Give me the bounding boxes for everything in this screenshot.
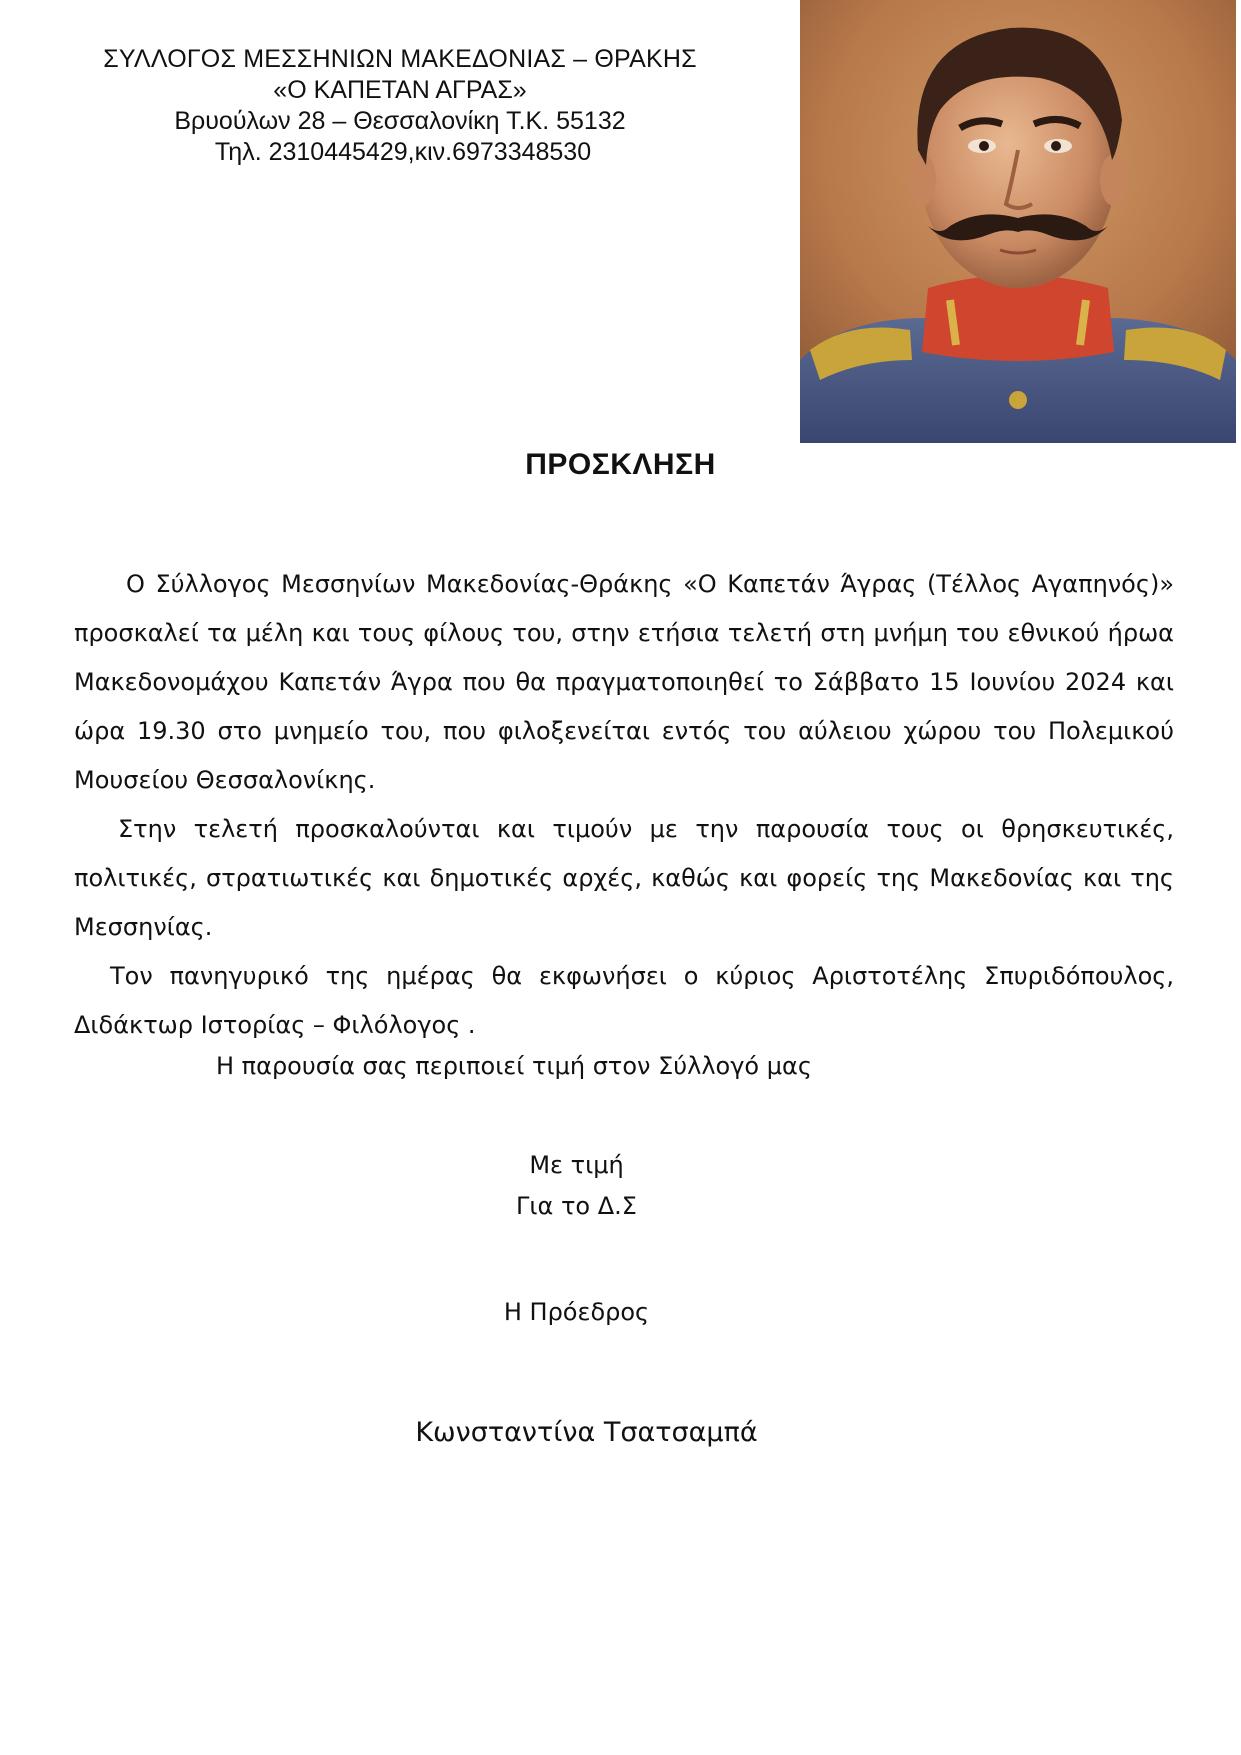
paragraph-invitation: Ο Σύλλογος Μεσσηνίων Μακεδονίας-Θράκης «Ο Καπετάν Άγρας (Τέλλος Αγαπηνός)» προσκαλεί τα μέλη και τους φίλους του, στην ετήσια τελετή στη μνήμη του εθνικού ήρωα Μακεδονομάχου Καπετάν Άγρα που θα πραγματοποιηθεί το Σάββατο 15 Ιουνίου 2024 και ώρα 19.30 στο μνημείο του, που φιλοξενείται εντός του αύλειου χώρου του Πολεμικού Μουσείου Θεσσαλονίκης.: [74, 570, 1174, 794]
signature-regards: Με τιμή: [529, 1151, 624, 1179]
letterhead-phone: Τηλ. 2310445429,κιν.6973348530: [214, 138, 592, 166]
signature-for-board: Για το Δ.Σ: [516, 1192, 637, 1220]
document-title: ΠΡΟΣΚΛΗΣΗ: [525, 448, 716, 481]
portrait-painting-icon: [800, 0, 1236, 443]
signature-name: Κωνσταντίνα Τσατσαμπά: [415, 1417, 758, 1448]
paragraph-attendees: Στην τελετή προσκαλούνται και τιμούν με την παρουσία τους οι θρησκευτικές, πολιτικές, στρατιωτικές και δημοτικές αρχές, καθώς και φορείς της Μακεδονίας και της Μεσσηνίας.: [74, 815, 1174, 941]
letterhead: [60, 44, 740, 168]
signature-role: Η Πρόεδρος: [503, 1298, 650, 1326]
letterhead-address: Βρυούλων 28 – Θεσσαλονίκη Τ.Κ. 55132: [174, 107, 626, 135]
paragraph-speaker: Τον πανηγυρικό της ημέρας θα εκφωνήσει ο κύριος Αριστοτέλης Σπυριδόπουλος, Διδάκτωρ Ιστορίας – Φιλόλογος .: [74, 962, 1174, 1039]
closing-line: Η παρουσία σας περιποιεί τιμή στον Σύλλογό μας: [216, 1052, 812, 1080]
portrait-image: [800, 0, 1236, 443]
letter-body: [74, 560, 1174, 1050]
letterhead-organization: ΣΥΛΛΟΓΟΣ ΜΕΣΣΗΝΙΩΝ ΜΑΚΕΔΟΝΙΑΣ – ΘΡΑΚΗΣ: [103, 45, 697, 73]
letterhead-name: «Ο ΚΑΠΕΤΑΝ ΑΓΡΑΣ»: [273, 76, 527, 104]
